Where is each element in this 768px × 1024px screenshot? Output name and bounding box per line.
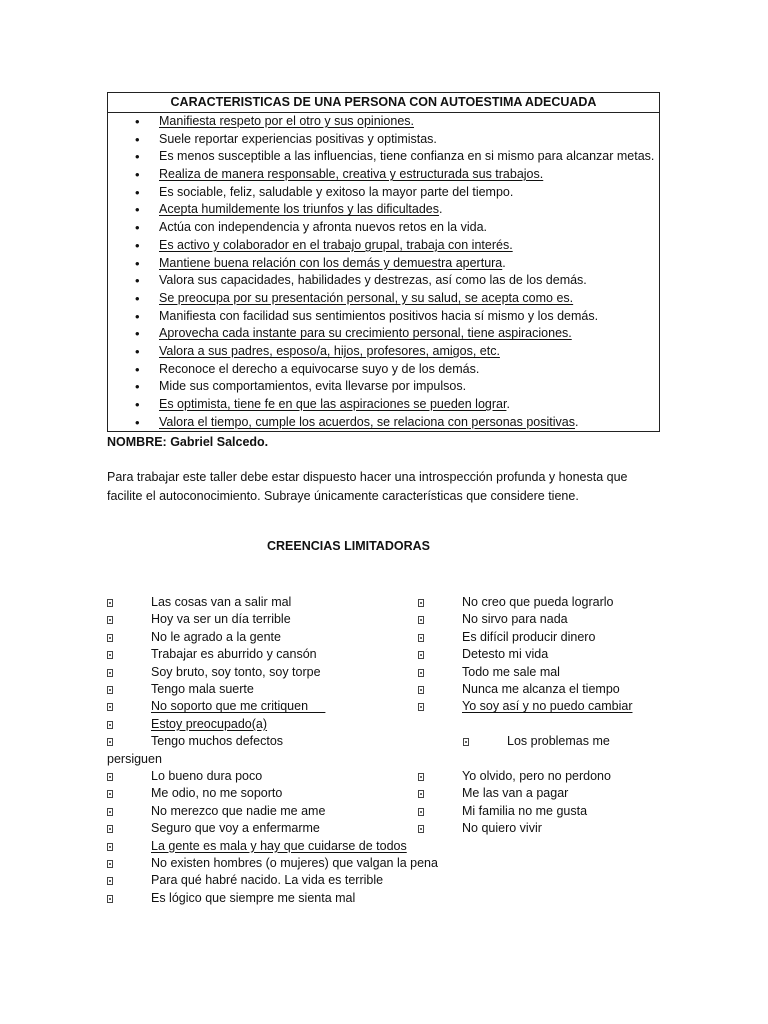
belief-item xyxy=(0,716,768,733)
student-name: NOMBRE: Gabriel Salcedo. xyxy=(107,435,269,449)
missing-glyph-box-icon xyxy=(418,808,424,816)
plain-text: Suele reportar experiencias positivas y optimistas. xyxy=(159,131,437,146)
characteristic-text xyxy=(159,273,587,287)
characteristic-item xyxy=(108,237,659,255)
belief-item xyxy=(0,768,768,785)
plain-text: . xyxy=(506,397,510,411)
bullet-icon: • xyxy=(135,273,140,289)
characteristic-text xyxy=(159,379,466,393)
belief-text: Nunca me alcanza el tiempo xyxy=(462,682,620,696)
characteristic-text xyxy=(159,202,443,216)
characteristic-text xyxy=(159,397,510,411)
belief-text: Los problemas me xyxy=(507,734,610,749)
missing-glyph-box-icon xyxy=(418,599,424,607)
characteristic-text xyxy=(159,362,479,376)
characteristic-item xyxy=(108,184,659,202)
characteristic-text xyxy=(159,344,500,358)
bullet-icon: • xyxy=(135,361,140,377)
belief-text: Estoy preocupado(a) xyxy=(151,716,268,731)
characteristic-item xyxy=(108,361,659,379)
belief-text: Soy bruto, soy tonto, soy torpe xyxy=(151,664,321,679)
characteristics-table xyxy=(107,92,660,432)
plain-text: Manifiesta con facilidad sus sentimientos positivos hacia sí mismo y los demás. xyxy=(159,308,599,323)
bullet-icon: • xyxy=(135,167,140,183)
characteristic-item xyxy=(108,272,659,290)
plain-text: Actúa con independencia y afronta nuevos retos en la vida. xyxy=(159,220,487,235)
bullet-icon: • xyxy=(135,326,140,342)
characteristics-list xyxy=(108,113,659,431)
belief-item xyxy=(0,890,768,907)
belief-text: Yo olvido, pero no perdono xyxy=(462,769,611,783)
bullet-icon: • xyxy=(135,184,140,200)
bullet-icon: • xyxy=(135,414,140,430)
belief-item-wrapped xyxy=(0,733,768,750)
belief-item xyxy=(0,646,768,663)
plain-text: Es sociable, feliz, saludable y exitoso la mayor parte del tiempo. xyxy=(159,184,514,199)
belief-text: No merezco que nadie me ame xyxy=(151,803,326,818)
bullet-icon: • xyxy=(135,290,140,306)
characteristic-text xyxy=(159,238,513,252)
bullet-icon: • xyxy=(135,255,140,271)
plain-text: . xyxy=(439,202,443,217)
characteristic-text xyxy=(159,326,572,340)
belief-item xyxy=(0,803,768,820)
missing-glyph-box-icon xyxy=(107,895,113,903)
bullet-icon: • xyxy=(135,114,140,129)
underlined-text: Manifiesta respeto por el otro y sus opiniones. xyxy=(159,114,414,128)
underlined-text: Valora a sus padres, esposo/a, hijos, profesores, amigos, etc. xyxy=(159,343,500,358)
belief-text: No sirvo para nada xyxy=(462,612,568,627)
characteristic-text xyxy=(159,132,437,146)
plain-text: Mide sus comportamientos, evita llevarse por impulsos. xyxy=(159,379,467,394)
characteristic-text xyxy=(159,114,414,128)
missing-glyph-box-icon xyxy=(418,686,424,694)
belief-text: La gente es mala y hay que cuidarse de todos xyxy=(151,838,407,853)
characteristic-text xyxy=(159,415,578,429)
belief-item xyxy=(0,629,768,646)
belief-item xyxy=(0,681,768,698)
characteristic-item xyxy=(108,308,659,326)
missing-glyph-box-icon xyxy=(463,738,469,746)
belief-item xyxy=(0,785,768,802)
underlined-text: Se preocupa por su presentación personal, y su salud, se acepta como es. xyxy=(159,290,574,305)
missing-glyph-box-icon xyxy=(418,773,424,781)
bullet-icon: • xyxy=(135,237,140,253)
belief-text: Tengo muchos defectos xyxy=(151,734,284,749)
belief-text: Es difícil producir dinero xyxy=(462,629,596,644)
characteristic-item xyxy=(108,378,659,396)
belief-item xyxy=(0,872,768,889)
missing-glyph-box-icon xyxy=(107,877,113,885)
missing-glyph-box-icon xyxy=(418,634,424,642)
characteristic-item xyxy=(108,325,659,343)
section-title: CREENCIAS LIMITADORAS xyxy=(267,539,430,553)
characteristic-text xyxy=(159,149,654,163)
characteristic-item xyxy=(108,343,659,361)
characteristic-text xyxy=(159,185,513,199)
table-title: CARACTERISTICAS DE UNA PERSONA CON AUTOESTIMA ADECUADA xyxy=(108,93,659,113)
characteristic-text xyxy=(159,291,573,305)
belief-text: No le agrado a la gente xyxy=(151,629,281,644)
underlined-text: Valora el tiempo, cumple los acuerdos, se relaciona con personas positivas xyxy=(159,414,575,429)
belief-text: Todo me sale mal xyxy=(462,664,560,679)
instructions-line-1: Para trabajar este taller debe estar dispuesto hacer una introspección profunda y honesta que xyxy=(107,470,628,484)
belief-item xyxy=(0,855,768,872)
characteristic-text xyxy=(159,256,506,270)
missing-glyph-box-icon xyxy=(418,669,424,677)
bullet-icon: • xyxy=(135,308,140,324)
missing-glyph-box-icon xyxy=(418,825,424,833)
belief-text: Hoy va ser un día terrible xyxy=(151,612,291,627)
bullet-icon: • xyxy=(135,149,140,165)
belief-text: Me las van a pagar xyxy=(462,786,569,801)
belief-text: No creo que pueda lograrlo xyxy=(462,595,614,609)
missing-glyph-box-icon xyxy=(107,860,113,868)
belief-text: Para qué habré nacido. La vida es terrible xyxy=(151,873,384,888)
characteristic-text xyxy=(159,309,598,323)
plain-text: . xyxy=(574,414,579,429)
belief-text: Es lógico que siempre me sienta mal xyxy=(151,890,356,905)
belief-text-continuation: persiguen xyxy=(107,751,162,766)
belief-text: No soporto que me critiquen xyxy=(151,699,326,714)
belief-item xyxy=(0,698,768,715)
characteristic-item xyxy=(108,113,659,131)
belief-item xyxy=(0,820,768,837)
belief-text: Detesto mi vida xyxy=(462,647,549,662)
belief-text: Me odio, no me soporto xyxy=(151,786,283,801)
underlined-text: Mantiene buena relación con los demás y demuestra apertura xyxy=(159,255,503,270)
instructions-line-2: facilite el autoconocimiento. Subraye únicamente características que considere tiene. xyxy=(107,489,579,503)
underlined-text: Acepta humildemente los triunfos y las dificultades xyxy=(159,202,440,217)
instructions-paragraph xyxy=(107,468,667,506)
missing-glyph-box-icon xyxy=(107,721,113,729)
plain-text: . xyxy=(502,255,506,270)
characteristic-text xyxy=(159,167,543,181)
underlined-text: Realiza de manera responsable, creativa y estructurada sus trabajos. xyxy=(159,167,544,182)
characteristic-item xyxy=(108,148,659,166)
belief-text: No quiero vivir xyxy=(462,821,542,836)
missing-glyph-box-icon xyxy=(418,703,424,711)
characteristic-item xyxy=(108,201,659,219)
characteristic-item xyxy=(108,290,659,308)
belief-text: Las cosas van a salir mal xyxy=(151,595,292,609)
plain-text: Valora sus capacidades, habilidades y destrezas, así como las de los demás. xyxy=(159,273,587,288)
belief-item xyxy=(0,611,768,628)
bullet-icon: • xyxy=(135,343,140,359)
underlined-text: Es optimista, tiene fe en que las aspiraciones se pueden lograr xyxy=(159,397,507,411)
belief-item xyxy=(0,594,768,611)
bullet-icon: • xyxy=(135,379,140,395)
belief-text: Seguro que voy a enfermarme xyxy=(151,821,320,836)
characteristic-item xyxy=(108,166,659,184)
characteristic-text xyxy=(159,220,487,234)
missing-glyph-box-icon xyxy=(418,616,424,624)
bullet-icon: • xyxy=(135,202,140,218)
belief-item xyxy=(0,664,768,681)
belief-text: Mi familia no me gusta xyxy=(462,803,588,818)
missing-glyph-box-icon xyxy=(418,651,424,659)
characteristic-item xyxy=(108,396,659,414)
characteristic-item xyxy=(108,131,659,149)
belief-text: Yo soy así y no puedo cambiar xyxy=(462,699,633,714)
characteristic-item xyxy=(108,414,659,432)
characteristic-item xyxy=(108,255,659,273)
bullet-icon: • xyxy=(135,397,140,412)
underlined-text: Es activo y colaborador en el trabajo grupal, trabaja con interés. xyxy=(159,237,513,252)
belief-item xyxy=(0,838,768,855)
belief-text: Trabajar es aburrido y cansón xyxy=(151,647,317,662)
missing-glyph-box-icon xyxy=(107,843,113,851)
bullet-icon: • xyxy=(135,220,140,236)
characteristic-item xyxy=(108,219,659,237)
bullet-icon: • xyxy=(135,131,140,147)
belief-text: No existen hombres (o mujeres) que valgan la pena xyxy=(151,856,438,870)
plain-text: Reconoce el derecho a equivocarse suyo y de los demás. xyxy=(159,361,480,376)
belief-text: Lo bueno dura poco xyxy=(151,769,263,783)
plain-text: Es menos susceptible a las influencias, tiene confianza en si mismo para alcanzar metas. xyxy=(159,149,655,164)
underlined-text: Aprovecha cada instante para su crecimiento personal, tiene aspiraciones. xyxy=(159,326,572,341)
belief-text: Tengo mala suerte xyxy=(151,682,254,696)
missing-glyph-box-icon xyxy=(418,790,424,798)
